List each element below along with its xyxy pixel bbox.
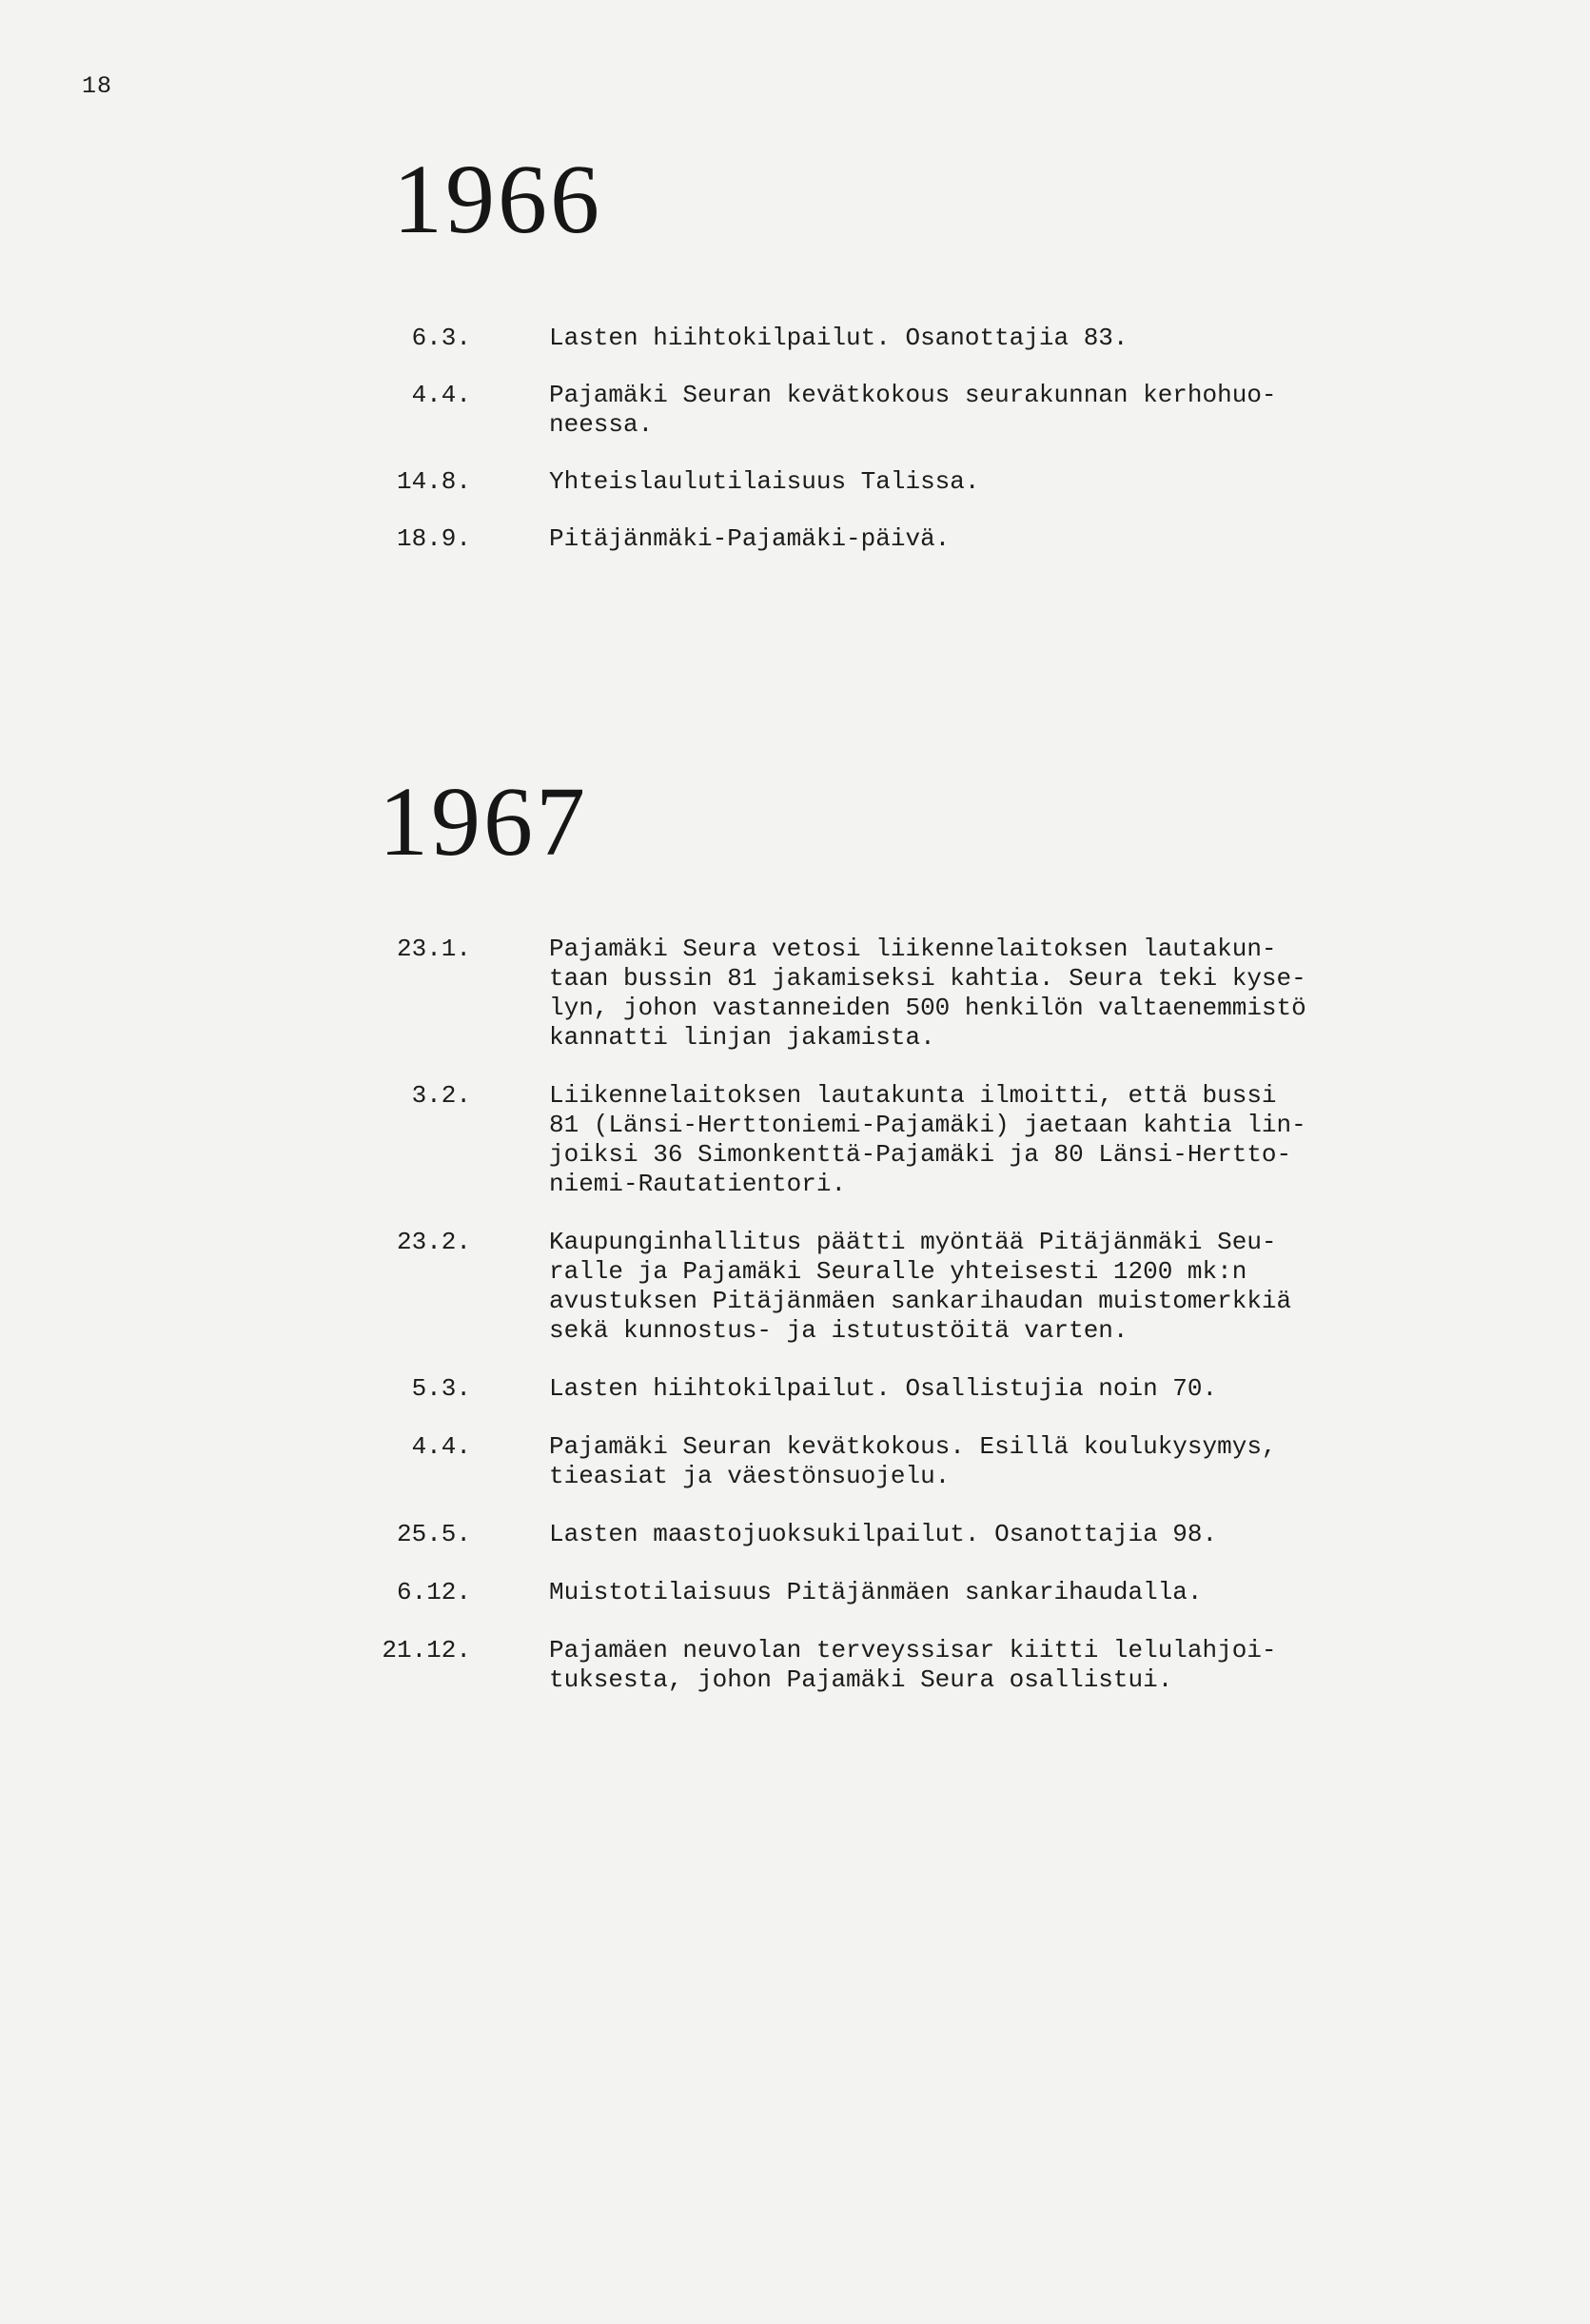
entry-text-line: Pajamäki Seura vetosi liikennelaitoksen lautakun- <box>549 935 1277 963</box>
entry-date: 14.8. <box>396 467 471 496</box>
entry-date: 4.4. <box>411 381 471 409</box>
entry-date: 4.4. <box>411 1432 471 1461</box>
entry-text-line: lyn, johon vastanneiden 500 henkilön valtaenemmistö <box>549 994 1306 1022</box>
entry-text-line: niemi-Rautatientori. <box>549 1170 847 1198</box>
entry-date: 18.9. <box>396 524 471 553</box>
entry-text-line: Pajamäki Seuran kevätkokous seurakunnan kerhohuo- <box>549 381 1277 409</box>
chronology-entry <box>0 1374 1590 1404</box>
entry-text-line: Liikennelaitoksen lautakunta ilmoitti, että bussi <box>549 1081 1277 1110</box>
chronology-entry <box>0 1228 1590 1346</box>
entry-date: 6.3. <box>411 324 471 352</box>
entry-text-line: Kaupunginhallitus päätti myöntää Pitäjänmäki Seu- <box>549 1228 1277 1256</box>
entry-text-line: joiksi 36 Simonkenttä-Pajamäki ja 80 Länsi-Hertto- <box>549 1140 1292 1169</box>
entry-text-line: tuksesta, johon Pajamäki Seura osallistui. <box>549 1665 1173 1694</box>
entry-text-line: sekä kunnostus- ja istutustöitä varten. <box>549 1316 1129 1345</box>
entry-text-line: Lasten hiihtokilpailut. Osallistujia noin 70. <box>549 1374 1218 1403</box>
chronology-list-1966 <box>0 324 1590 581</box>
entry-text-line: 81 (Länsi-Herttoniemi-Pajamäki) jaetaan kahtia lin- <box>549 1111 1306 1139</box>
entry-date: 23.1. <box>396 935 471 963</box>
entry-text <box>549 1081 1501 1199</box>
entry-text <box>549 1636 1501 1695</box>
entry-text-line: Pitäjänmäki-Pajamäki-päivä. <box>549 524 951 553</box>
entry-text <box>549 1520 1501 1549</box>
entry-text-line: Lasten hiihtokilpailut. Osanottajia 83. <box>549 324 1129 352</box>
chronology-entry <box>0 1520 1590 1549</box>
entry-text <box>549 935 1501 1053</box>
entry-text <box>549 1432 1501 1491</box>
entry-text-line: tieasiat ja väestönsuojelu. <box>549 1462 951 1490</box>
entry-date: 3.2. <box>411 1081 471 1110</box>
entry-text <box>549 324 1501 353</box>
entry-text-line: Yhteislaulutilaisuus Talissa. <box>549 467 980 496</box>
entry-text <box>549 1374 1501 1404</box>
chronology-entry <box>0 1432 1590 1491</box>
entry-date: 5.3. <box>411 1374 471 1403</box>
chronology-list-1967 <box>0 935 1590 1723</box>
chronology-entry <box>0 935 1590 1053</box>
chronology-entry <box>0 324 1590 353</box>
entry-text-line: Muistotilaisuus Pitäjänmäen sankarihaudalla. <box>549 1578 1203 1606</box>
entry-text <box>549 1578 1501 1607</box>
chronology-entry <box>0 467 1590 497</box>
chronology-entry <box>0 1636 1590 1695</box>
entry-text-line: ralle ja Pajamäki Seuralle yhteisesti 1200 mk:n <box>549 1257 1247 1286</box>
entry-text <box>549 467 1501 497</box>
year-heading-1966: 1966 <box>393 145 602 254</box>
year-heading-1967: 1967 <box>379 767 588 876</box>
entry-date: 21.12. <box>382 1636 471 1664</box>
entry-date: 6.12. <box>396 1578 471 1606</box>
chronology-entry <box>0 524 1590 554</box>
entry-date: 25.5. <box>396 1520 471 1548</box>
entry-text-line: avustuksen Pitäjänmäen sankarihaudan muistomerkkiä <box>549 1287 1292 1315</box>
entry-text-line: kannatti linjan jakamista. <box>549 1023 935 1052</box>
entry-text-line: Lasten maastojuoksukilpailut. Osanottajia 98. <box>549 1520 1218 1548</box>
entry-text-line: neessa. <box>549 410 654 439</box>
entry-text <box>549 1228 1501 1346</box>
entry-text-line: Pajamäen neuvolan terveyssisar kiitti lelulahjoi- <box>549 1636 1277 1664</box>
entry-text-line: taan bussin 81 jakamiseksi kahtia. Seura teki kyse- <box>549 964 1306 993</box>
chronology-entry <box>0 381 1590 440</box>
entry-text <box>549 381 1501 440</box>
entry-date: 23.2. <box>396 1228 471 1256</box>
chronology-entry <box>0 1578 1590 1607</box>
chronology-entry <box>0 1081 1590 1199</box>
entry-text <box>549 524 1501 554</box>
page-number: 18 <box>82 72 113 100</box>
entry-text-line: Pajamäki Seuran kevätkokous. Esillä koulukysymys, <box>549 1432 1277 1461</box>
